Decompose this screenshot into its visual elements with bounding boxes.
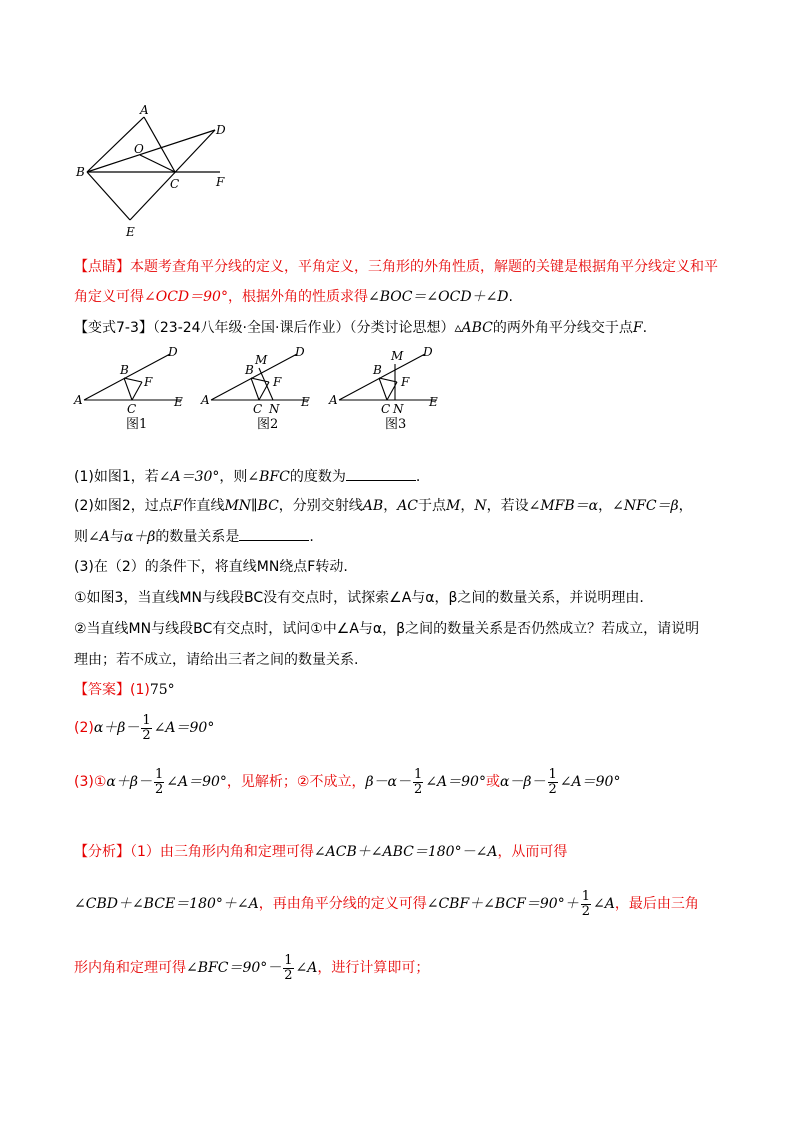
problem-point: F: [632, 320, 643, 336]
frac-num: 1: [548, 766, 557, 782]
q2-a: 作直线: [182, 498, 225, 514]
q1-suffix: 的度数为: [289, 469, 346, 485]
q1-prefix: (1)如图1，若: [74, 469, 159, 485]
answer-2-label: (2): [74, 720, 94, 736]
answer-3-e3-post: ∠A＝90°: [559, 774, 621, 790]
answer-2-fraction: [141, 714, 151, 743]
q1-end: .: [415, 469, 421, 485]
answer-3-label: (3): [74, 774, 94, 790]
problem-end: .: [642, 320, 648, 336]
fig1-label-d: D: [168, 345, 178, 359]
comment-expr-1: ∠OCD＝90°: [144, 289, 228, 305]
figure-1: [70, 342, 195, 432]
fig3-label-m: M: [391, 349, 404, 363]
question-1: [74, 466, 420, 487]
frac-den: 2: [414, 781, 423, 797]
q1-expr2: ∠BFC: [247, 469, 290, 485]
fig3-caption: 图3: [385, 417, 407, 432]
q2-l2-expr: ∠A: [88, 529, 110, 545]
answer-1-value: 75°: [149, 682, 175, 698]
q2-h: ，: [678, 498, 693, 514]
analysis-l3-text: 形内角和定理可得: [74, 960, 186, 976]
q1-answer-blank[interactable]: [346, 466, 416, 481]
comment-end: .: [508, 289, 513, 305]
answer-3-e1-pre: α＋β－: [106, 774, 152, 790]
question-2-line-1: [74, 496, 693, 516]
q2-mn: MN∥BC: [224, 498, 279, 514]
q2-l2-prefix: 则: [74, 529, 88, 545]
analysis-l2-end: ，最后由三角: [614, 896, 699, 912]
analysis-line-1: [74, 842, 567, 862]
q2-ac: AC: [397, 498, 419, 514]
question-3-2-line-1: ②当直线MN与线段BC有交点时，试问①中∠A与α，β之间的数量关系是否仍然成立？若成立，请说明: [74, 621, 700, 637]
geometry-figure-top: [70, 100, 240, 240]
analysis-tag: 【分析】: [74, 844, 130, 860]
answer-3-or: 或: [485, 774, 500, 790]
q2-l2-mid: 与: [109, 529, 124, 545]
fig3-label-n: N: [393, 402, 404, 416]
fig2-label-f: F: [273, 375, 282, 389]
fig2-label-m: M: [255, 353, 268, 367]
question-3-1: ①如图3，当直线MN与线段BC没有交点时，试探索∠A与α，β之间的数量关系，并说明理由.: [74, 590, 644, 606]
analysis-l2-expr2-post: ∠A: [592, 896, 615, 912]
problem-source: （23-24八年级·全国·课后作业）（分类讨论思想）: [152, 320, 455, 336]
frac-den: 2: [581, 903, 590, 919]
q2-prefix: (2)如图2，过点: [74, 498, 173, 514]
q2-e: ，: [460, 498, 475, 514]
frac-num: 1: [581, 888, 590, 904]
fig1-caption: 图1: [126, 417, 148, 432]
fig1-label-e: E: [174, 395, 183, 409]
answer-3-e1-post: ∠A＝90°: [166, 774, 227, 790]
frac-num: 1: [414, 766, 423, 782]
comment-expr-2: ∠BOC＝∠OCD＋∠D: [367, 289, 509, 305]
q2-alpha: ∠MFB＝α: [528, 498, 599, 514]
q2-n: N: [474, 498, 487, 514]
problem-tag: 【变式7-3】: [74, 320, 153, 336]
problem-text: 的两外角平分线交于点: [492, 320, 633, 336]
problem-line: [74, 318, 647, 338]
q2-f2: ，若设: [486, 498, 529, 514]
figure-2: [197, 342, 322, 432]
answer-2-pre: α＋β－: [93, 720, 140, 736]
problem-triangle: ▵ABC: [454, 320, 493, 336]
fig2-label-d: D: [295, 345, 305, 359]
frac-den: 2: [548, 781, 557, 797]
answer-1-label: (1): [130, 682, 150, 698]
question-3: (3)在（2）的条件下，将直线MN绕点F转动.: [74, 559, 348, 575]
frac-den: 2: [284, 967, 293, 983]
q2-l2-expr2: α＋β: [123, 529, 156, 545]
question-3-2-line-2: 理由；若不成立，请给出三者之间的数量关系.: [74, 652, 359, 668]
fig2-label-c: C: [253, 402, 263, 416]
q2-ab: AB: [362, 498, 384, 514]
fig2-label-e: E: [301, 395, 310, 409]
fig-top-label-e: E: [126, 225, 135, 239]
comment-text-3: ，根据外角的性质求得: [227, 289, 368, 305]
answer-2: [74, 712, 214, 744]
fig-top-label-d: D: [216, 123, 226, 137]
analysis-line-2: [74, 888, 699, 920]
answer-tag: 【答案】: [74, 682, 130, 698]
fig3-label-f: F: [401, 375, 410, 389]
fig-top-label-o: O: [134, 142, 144, 156]
analysis-line-3: [74, 952, 429, 984]
fig3-label-d: D: [423, 345, 433, 359]
answer-3-fraction-1: [154, 768, 164, 797]
analysis-l2-expr: ∠CBD＋∠BCE＝180°＋∠A: [74, 896, 259, 912]
answer-3-fraction-2: [413, 768, 423, 797]
fig3-label-a: A: [329, 393, 338, 407]
fig2-label-b: B: [245, 363, 254, 377]
answer-3: [74, 766, 620, 798]
q2-g: ，: [598, 498, 613, 514]
q2-beta: ∠NFC＝β: [612, 498, 679, 514]
q2-l2-end: .: [309, 529, 314, 545]
comment-line-1: [74, 257, 718, 277]
frac-num: 1: [154, 766, 164, 782]
fig-top-label-b: B: [76, 165, 85, 179]
answer-2-post: ∠A＝90°: [153, 720, 215, 736]
fig3-label-b: B: [373, 363, 382, 377]
analysis-l3-expr-post: ∠A: [295, 960, 318, 976]
fig2-label-n: N: [269, 402, 280, 416]
analysis-l1-expr: ∠ACB＋∠ABC＝180°－∠A: [313, 844, 498, 860]
q1-expr: ∠A＝30°: [158, 469, 220, 485]
fig3-label-e: E: [429, 395, 438, 409]
comment-text-1: 本题考查角平分线的定义，平角定义，三角形的外角性质，解题的关键是根据角平分线定义和平: [130, 259, 718, 275]
answer-3-circle-1: ①: [93, 774, 107, 790]
analysis-l3-fraction: [283, 954, 293, 983]
answer-3-e2-pre: β－α－: [365, 774, 412, 790]
q2-b: ，分别交射线: [278, 498, 363, 514]
frac-den: 2: [142, 727, 151, 743]
figure-3: [325, 342, 450, 432]
fig3-label-c: C: [381, 402, 391, 416]
frac-den: 2: [154, 781, 164, 797]
answer-3-text: ，见解析；②不成立，: [226, 774, 366, 790]
answer-3-fraction-3: [548, 768, 558, 797]
analysis-l3-expr-pre: ∠BFC＝90°－: [186, 960, 282, 976]
fig-top-label-a: A: [140, 103, 149, 117]
comment-tag: 【点睛】: [74, 259, 130, 275]
q2-answer-blank[interactable]: [239, 526, 309, 541]
frac-num: 1: [284, 952, 293, 968]
q1-mid: ，则: [219, 469, 248, 485]
analysis-l1-text: （1）由三角形内角和定理可得: [130, 844, 314, 860]
question-2-line-2: [74, 526, 314, 547]
q2-l2-suffix: 的数量关系是: [155, 529, 240, 545]
q2-m: M: [446, 498, 461, 514]
answer-3-e3-pre: α－β－: [499, 774, 546, 790]
fig2-label-a: A: [201, 393, 210, 407]
frac-num: 1: [142, 712, 151, 728]
fig1-label-f: F: [144, 375, 153, 389]
answer-3-e2-post: ∠A＝90°: [425, 774, 486, 790]
fig1-label-a: A: [74, 393, 83, 407]
analysis-l1-end: ，从而可得: [497, 844, 568, 860]
fig1-label-b: B: [120, 363, 129, 377]
analysis-l3-end: ，进行计算即可；: [317, 960, 430, 976]
analysis-l2-expr2-pre: ∠CBF＋∠BCF＝90°＋: [426, 896, 579, 912]
q2-c: ，: [383, 498, 398, 514]
answer-1: [74, 680, 175, 700]
fig-top-label-f: F: [216, 175, 225, 189]
analysis-l2-fraction: [581, 890, 591, 919]
fig1-label-c: C: [127, 402, 137, 416]
q2-d: 于点: [418, 498, 447, 514]
analysis-l2-text: ，再由角平分线的定义可得: [258, 896, 427, 912]
fig2-caption: 图2: [257, 417, 279, 432]
fig-top-label-c: C: [170, 177, 180, 191]
q2-point-f: F: [172, 498, 183, 514]
comment-text-2: 角定义可得: [74, 289, 144, 305]
comment-line-2: [74, 287, 513, 307]
